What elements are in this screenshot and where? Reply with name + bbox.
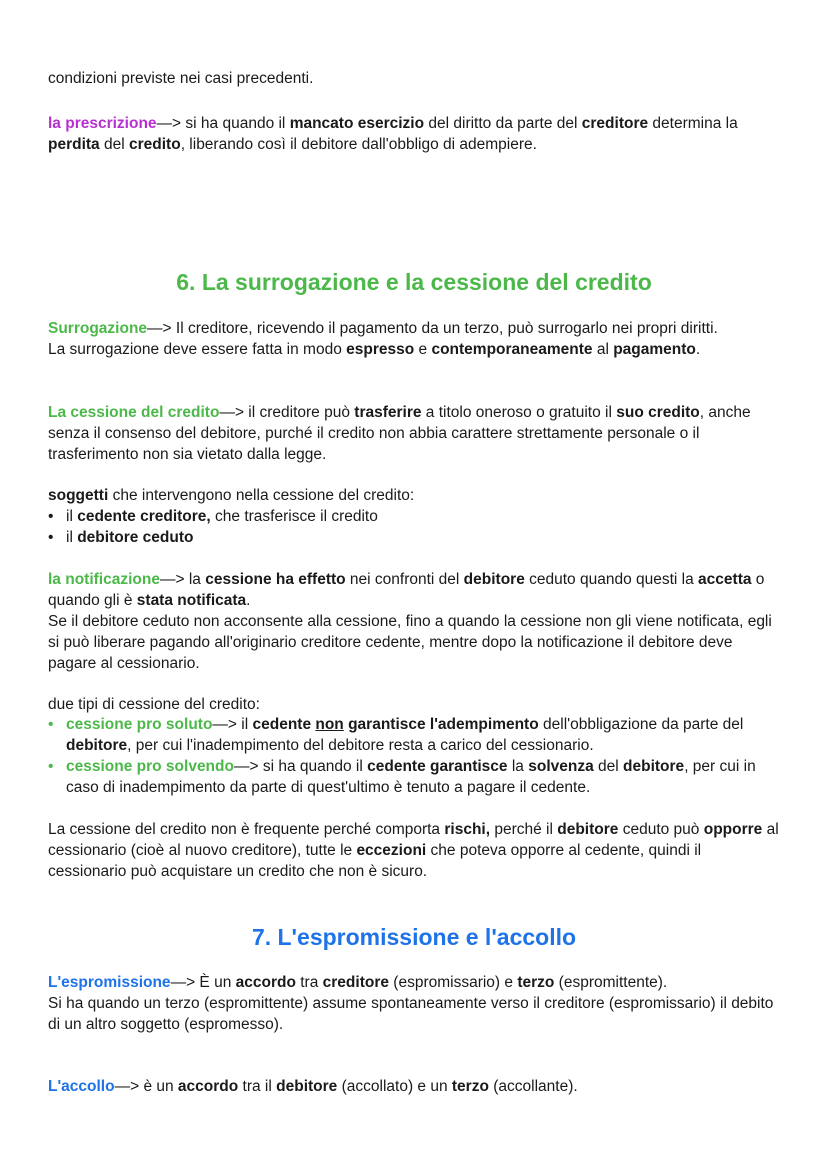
bullet-dot: • <box>48 758 54 775</box>
list-item-pro-solvendo: cessione pro solvendo—> si ha quando il cedente garantisce la solvenza del debitore, per cui in caso di inadempimento da parte di quest'ultimo è tenuto a pagare il cedente. <box>66 758 756 796</box>
pro-solvendo-term: cessione pro solvendo <box>66 758 234 775</box>
surrogazione-paragraph: Surrogazione—> Il creditore, ricevendo il pagamento da un terzo, può surrogarlo nei propri diritti. La surrogazione deve essere fatta in modo espresso e contemporaneamente al pagamento. <box>48 320 718 358</box>
bullet-dot: • <box>48 508 54 525</box>
section-6-heading: 6. La surrogazione e la cessione del credito <box>176 269 652 295</box>
cessione-paragraph: La cessione del credito—> il creditore può trasferire a titolo oneroso o gratuito il suo credito, anche senza il consenso del debitore, purché il credito non abbia carattere strettamente personale o il trasferimento non sia vietato dalla legge. <box>48 404 751 463</box>
soggetti-intro: soggetti che intervengono nella cessione del credito: <box>48 487 415 504</box>
bullet-dot: • <box>48 529 54 546</box>
rischi-paragraph: La cessione del credito non è frequente perché comporta rischi, perché il debitore ceduto può opporre al cessionario (cioè al nuovo creditore), tutte le eccezioni che poteva opporre al cedente, quindi il cessionario può acquistare un credito che non è sicuro. <box>48 821 779 880</box>
prescrizione-term: la prescrizione <box>48 115 157 132</box>
surrogazione-term: Surrogazione <box>48 320 148 337</box>
list-item: il debitore ceduto <box>66 529 194 546</box>
prescrizione-paragraph: la prescrizione—> si ha quando il mancato esercizio del diritto da parte del creditore determina la perdita del credito, liberando così il debitore dall'obbligo di adempiere. <box>48 115 738 153</box>
notificazione-paragraph: la notificazione—> la cessione ha effetto nei confronti del debitore ceduto quando questi la accetta o quando gli è stata notificata. Se il debitore ceduto non acconsente alla cessione, fino a quando la cessione non gli viene notificata, egli si può liberare pagando all'originario creditore cedente, mentre dopo la notificazione il debitore deve pagare al cessionario. <box>48 571 772 672</box>
espromissione-paragraph: L'espromissione—> È un accordo tra creditore (espromissario) e terzo (espromittente). Si ha quando un terzo (espromittente) assume spontaneamente verso il creditore (espromissario) il debito di un altro soggetto (espromesso). <box>48 974 774 1033</box>
cessione-term: La cessione del credito <box>48 404 220 421</box>
top-fragment: condizioni previste nei casi precedenti. <box>48 70 314 87</box>
list-item: il cedente creditore, che trasferisce il credito <box>66 508 378 525</box>
pro-soluto-term: cessione pro soluto <box>66 716 213 733</box>
accollo-paragraph: L'accollo—> è un accordo tra il debitore (accollato) e un terzo (accollante). <box>48 1078 578 1095</box>
notificazione-term: la notificazione <box>48 571 160 588</box>
espromissione-term: L'espromissione <box>48 974 171 991</box>
tipi-intro: due tipi di cessione del credito: <box>48 696 260 713</box>
accollo-term: L'accollo <box>48 1078 115 1095</box>
section-7-heading: 7. L'espromissione e l'accollo <box>251 924 577 950</box>
bullet-dot: • <box>48 716 54 733</box>
list-item-pro-soluto: cessione pro soluto—> il cedente non garantisce l'adempimento dell'obbligazione da parte del debitore, per cui l'inadempimento del debitore resta a carico del cessionario. <box>66 716 744 754</box>
